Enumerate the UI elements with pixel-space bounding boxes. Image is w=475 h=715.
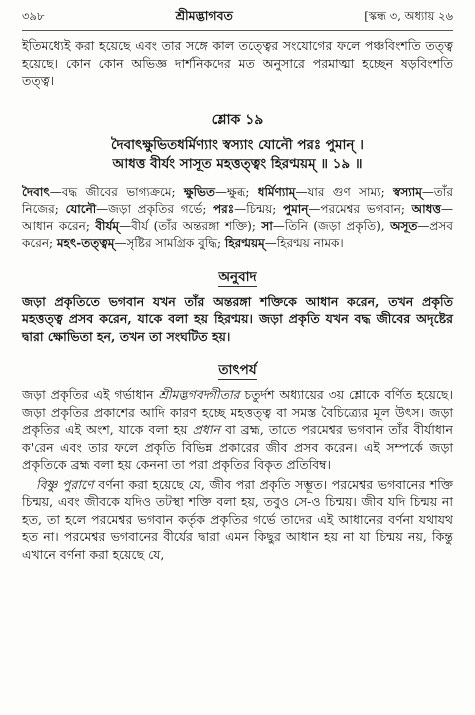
synonym-term: আধত্ত	[411, 201, 441, 216]
synonym-meaning: যার গুণ সাম্য;	[307, 184, 385, 199]
synonym-meaning: বদ্ধ জীবের ভাগ্যক্রমে;	[61, 184, 176, 199]
intro-paragraph: ইতিমধ্যেই করা হয়েছে এবং তার সঙ্গে কাল তত্ত্বের সংযোগের ফলে পঞ্চবিংশতি তত্ত্ব হয়েছে। কোন কোন অভিজ্ঞ দার্শনিকদের মত অনুসারে পরমাত্মা হচ্ছেন ষড়বিংশতি তত্ত্ব।	[22, 38, 453, 88]
page-header	[22, 8, 453, 31]
synonym-term: পরঃ	[213, 201, 235, 216]
scripture-title: শ্রীমদ্ভগবদ্গীতার	[158, 387, 240, 402]
purport-heading-text: তাৎপর্য	[218, 362, 257, 378]
translation-section	[22, 266, 453, 346]
synonym-meaning: চিন্ময়;	[246, 201, 277, 216]
synonym-term: দৈবাৎ	[22, 184, 50, 199]
purport-text: চতুর্দশ অধ্যায়ের ৩য় শ্লোকে বর্ণিত হয়েছে। জড়া প্রকৃতির প্রকাশের আদি কারণ হচ্ছে মহত্তত্ত্ব বা সমস্ত বৈচিত্র্যের মূল উৎস। জড়া প্রকৃতির এই অংশ, যাকে বলা হয়	[22, 387, 453, 437]
emphasized-term: প্রধান	[192, 422, 220, 437]
book-title: শ্রীমদ্ভাগবত	[175, 8, 233, 23]
synonym-meaning: বীর্য (তাঁর অন্তরঙ্গা শক্তি);	[131, 218, 256, 233]
chapter-reference: [স্কন্ধ ৩, অধ্যায় ২৬	[364, 9, 453, 23]
translation-heading	[22, 266, 453, 289]
purport-heading	[22, 359, 453, 382]
synonym-meaning: পরমেশ্বর ভগবান;	[320, 201, 405, 216]
page-number: ৩৯৮	[22, 9, 45, 23]
synonym-term: হিরণ্ময়ম্	[224, 235, 265, 250]
synonym-meaning: ক্ষুব্ধ;	[227, 184, 250, 199]
purport-text: বা ব্রহ্ম, তাতে পরমেশ্বর ভগবান তাঁর বীর্যাধান ক'রেন এবং তার ফলে প্রকৃতি বিভিন্ন প্রকারের জীব প্রসব করেন। এই সম্পর্কে জড়া প্রকৃতিকে ব্রহ্ম বলা হয় কেননা তা পরা প্রকৃতির বিকৃত প্রতিবিম্ব।	[22, 422, 453, 472]
synonym-term: সা	[261, 218, 273, 233]
purport-paragraph-2	[22, 476, 453, 564]
purport-text: বর্ণনা করা হয়েছে যে, জীব পরা প্রকৃতি সম্ভূত। পরমেশ্বর ভগবানের শক্তি চিন্ময়, এবং জীবকে যদিও তটস্থা শক্তি বলা হয়, তবুও সে-ও চিন্ময়। জীব যদি চিন্ময় না হত, তা হলে পরমেশ্বর ভগবান কর্তৃক প্রকৃতির গর্ভে তাদের এই আধানের বর্ণনা যথাযথ হত না। পরমেশ্বর ভগবানের বীর্যের দ্বারা এমন কিছুর আধান হয় না যা চিন্ময় নয়, কিন্তু এখানে বর্ণনা করা হয়েছে যে,	[22, 476, 453, 562]
translation-text: জড়া প্রকৃতিতে ভগবান যখন তাঁর অন্তরঙ্গা শক্তিকে আধান করেন, তখন প্রকৃতি মহত্তত্ত্ব প্রসব করেন, যাকে বলা হয় হিরণ্ময়। জড়া প্রকৃতি যখন বদ্ধ জীবের অদৃষ্টের দ্বারা ক্ষোভিতা হন, তখন তা সংঘটিত হয়।	[22, 293, 453, 344]
scripture-title: বিষ্ণু পুরাণে	[36, 476, 94, 492]
synonyms-paragraph: দৈবাৎ—বদ্ধ জীবের ভাগ্যক্রমে; ক্ষুভিত—ক্ষুব্ধ; ধর্মিণ্যাম্—যার গুণ সাম্য; স্বস্যাম্—তাঁর নিজের; যোনৌ—জড়া প্রকৃতির গর্ভে; পরঃ—চিন্ময়; পুমান্—পরমেশ্বর ভগবান; আধত্ত—আধান করেন; বীর্যম্—বীর্য (তাঁর অন্তরঙ্গা শক্তি); সা—তিনি (জড়া প্রকৃতি), অসূত—প্রসব করেন; মহৎ-তত্ত্বম্—সৃষ্টির সামগ্রিক বুদ্ধি; হিরণ্ময়ম্—হিরণ্ময় নামক।	[22, 184, 453, 250]
synonym-meaning: হিরণ্ময় নামক।	[276, 235, 344, 250]
translation-heading-text: অনুবাদ	[218, 268, 257, 285]
synonym-term: মহৎ-তত্ত্বম্	[56, 235, 115, 250]
synonym-term: যোনৌ	[65, 201, 97, 216]
synonym-term: ধর্মিণ্যাম্	[257, 184, 296, 199]
verse-line-1: দৈবাৎক্ষুভিতধর্মিণ্যাং স্বস্যাং যোনৌ পরঃ পুমান্ ।	[111, 136, 364, 153]
purport-text: জড়া প্রকৃতির এই গর্ভাধান	[22, 387, 159, 402]
synonym-meaning: তিনি (জড়া প্রকৃতি),	[284, 218, 385, 233]
synonym-term: স্বস্যাম্	[393, 184, 422, 199]
purport-section	[22, 359, 453, 563]
verse-heading: শ্লোক ১৯	[211, 111, 264, 128]
verse-block	[22, 108, 453, 174]
synonym-meaning: প্রসব করেন;	[22, 218, 453, 250]
synonym-term: পুমান্	[282, 201, 309, 216]
synonym-term: বীর্যম্	[95, 218, 120, 233]
synonym-term: ক্ষুভিত	[183, 184, 215, 199]
synonym-meaning: তাঁর নিজের;	[22, 184, 453, 216]
synonym-term: অসূত	[390, 218, 418, 233]
synonym-meaning: সৃষ্টির সামগ্রিক বুদ্ধি;	[126, 235, 222, 250]
purport-paragraph-1	[22, 386, 453, 474]
synonym-meaning: আধান করেন;	[22, 218, 90, 233]
synonym-meaning: জড়া প্রকৃতির গর্ভে;	[108, 201, 207, 216]
verse-line-2: আধত্ত বীর্যং সাসূত মহত্তত্ত্বং হিরণ্ময়ম্ ॥ ১৯ ॥	[112, 155, 363, 172]
